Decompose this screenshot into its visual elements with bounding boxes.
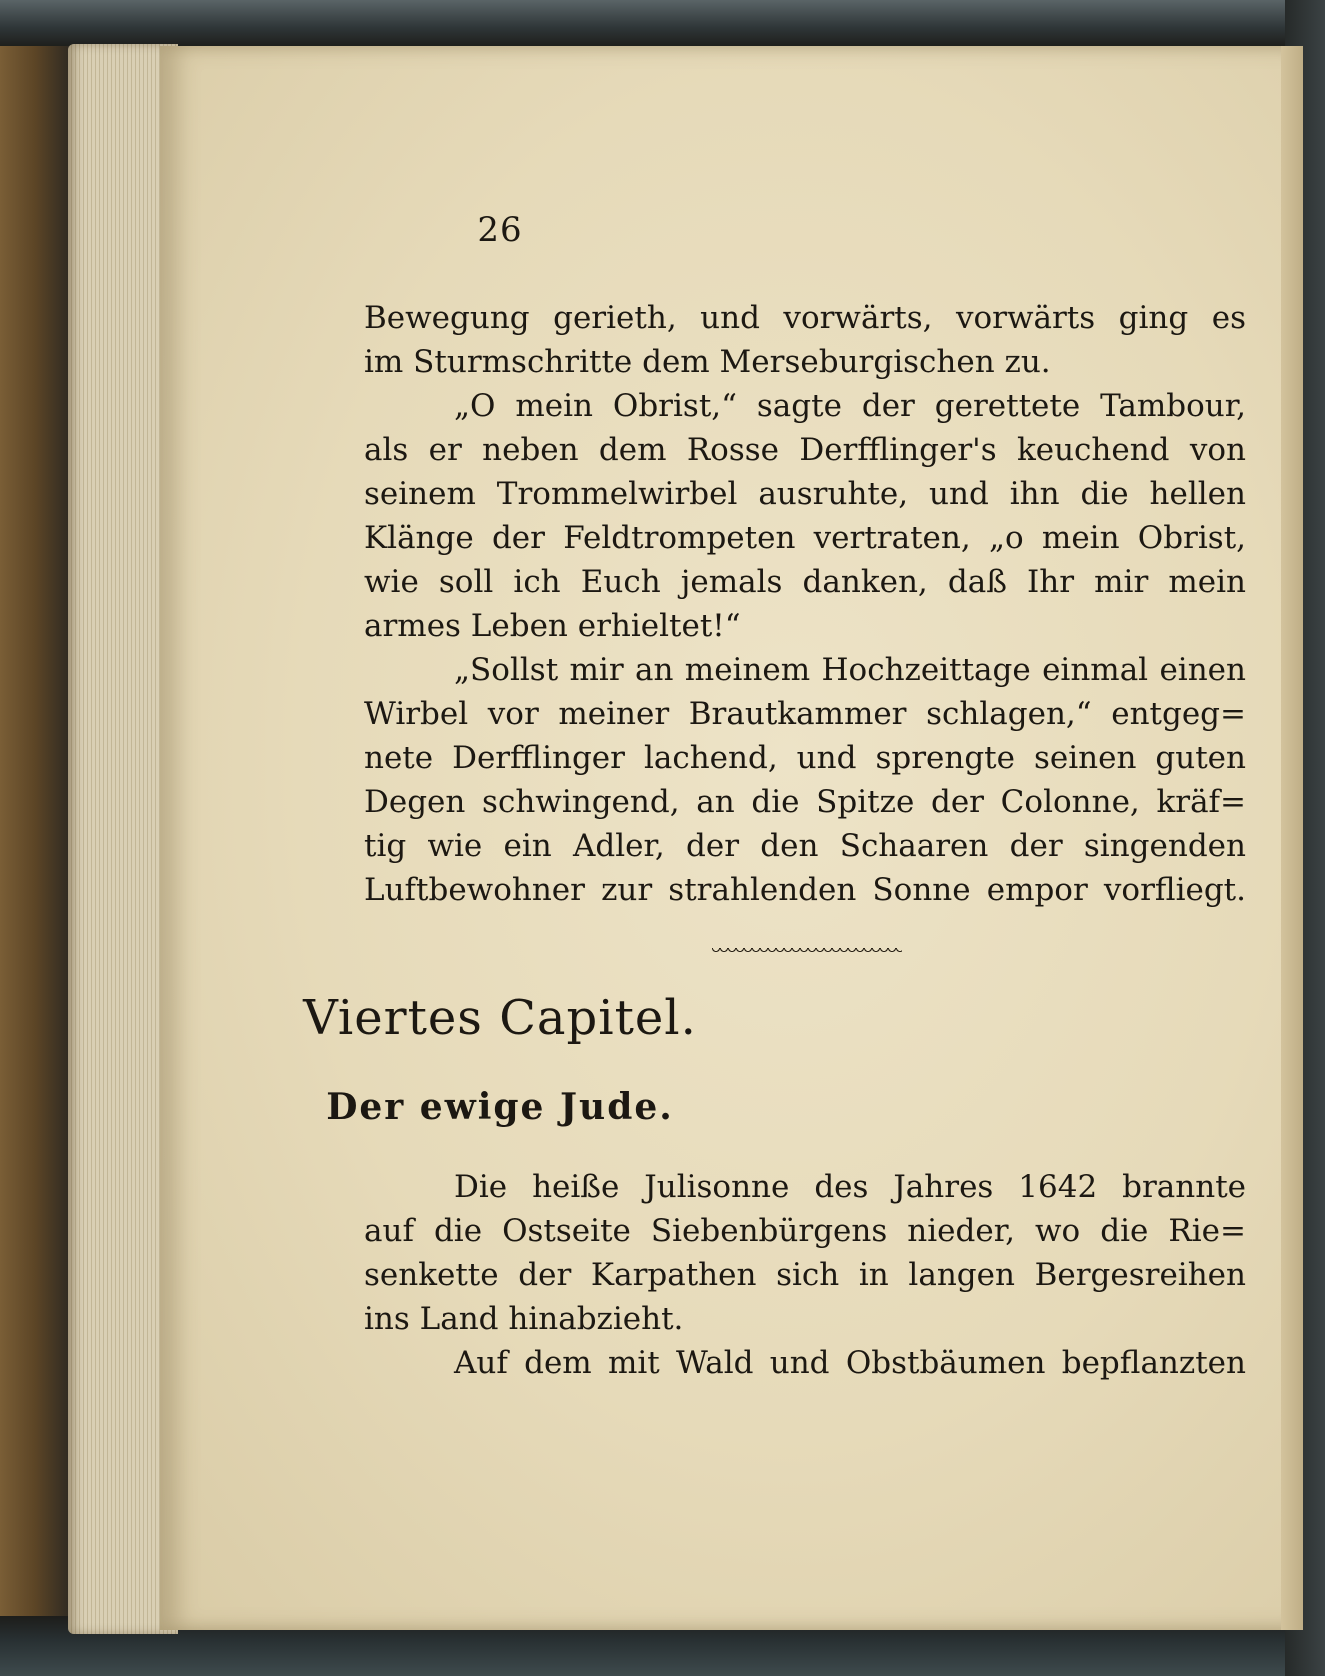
text-line: senkette der Karpathen sich in langen Bergesreihen (364, 1257, 1246, 1293)
text-line: Bewegung gerieth, und vorwärts, vorwärts ging es (364, 300, 1246, 336)
text-line: auf die Ostseite Siebenbürgens nieder, wo die Rie= (364, 1213, 1246, 1249)
text-line: Auf dem mit Wald und Obstbäumen bepflanzten (454, 1345, 1246, 1381)
text-line: „O mein Obrist,“ sagte der gerettete Tambour, (454, 388, 1246, 424)
text-line: Wirbel vor meiner Brautkammer schlagen,“ entgeg= (364, 696, 1246, 732)
text-line: wie soll ich Euch jemals danken, daß Ihr mir mein (364, 564, 1246, 600)
text-line: Klänge der Feldtrompeten vertraten, „o mein Obrist, (364, 520, 1246, 556)
text-line: im Sturmschritte dem Merseburgischen zu. (364, 344, 1051, 380)
chapter-subtitle: Der ewige Jude. (326, 1086, 674, 1128)
chapter-title: Viertes Capitel. (303, 990, 697, 1046)
text-line: „Sollst mir an meinem Hochzeittage einmal einen (454, 652, 1246, 688)
text-line: Die heiße Julisonne des Jahres 1642 brannte (454, 1169, 1246, 1205)
page-fold (1281, 46, 1303, 1630)
text-line: Degen schwingend, an die Spitze der Colonne, kräf= (364, 784, 1246, 820)
text-line: tig wie ein Adler, der den Schaaren der singenden (364, 828, 1246, 864)
book-spine-edge (0, 0, 70, 1676)
text-line: nete Derfflinger lachend, und sprengte seinen guten (364, 740, 1246, 776)
text-block-bottom (364, 1165, 1246, 1385)
cover-top-edge (0, 0, 1325, 46)
text-line: seinem Trommelwirbel ausruhte, und ihn die hellen (364, 476, 1246, 512)
text-line: als er neben dem Rosse Derfflinger's keuchend von (364, 432, 1246, 468)
text-block-top (364, 296, 1246, 912)
text-line: Luftbewohner zur strahlenden Sonne empor vorfliegt. (364, 872, 1246, 908)
section-divider (712, 944, 902, 952)
text-line: armes Leben erhieltet!“ (364, 608, 741, 644)
text-line: ins Land hinabzieht. (364, 1301, 684, 1337)
page-number: 26 (477, 210, 523, 250)
